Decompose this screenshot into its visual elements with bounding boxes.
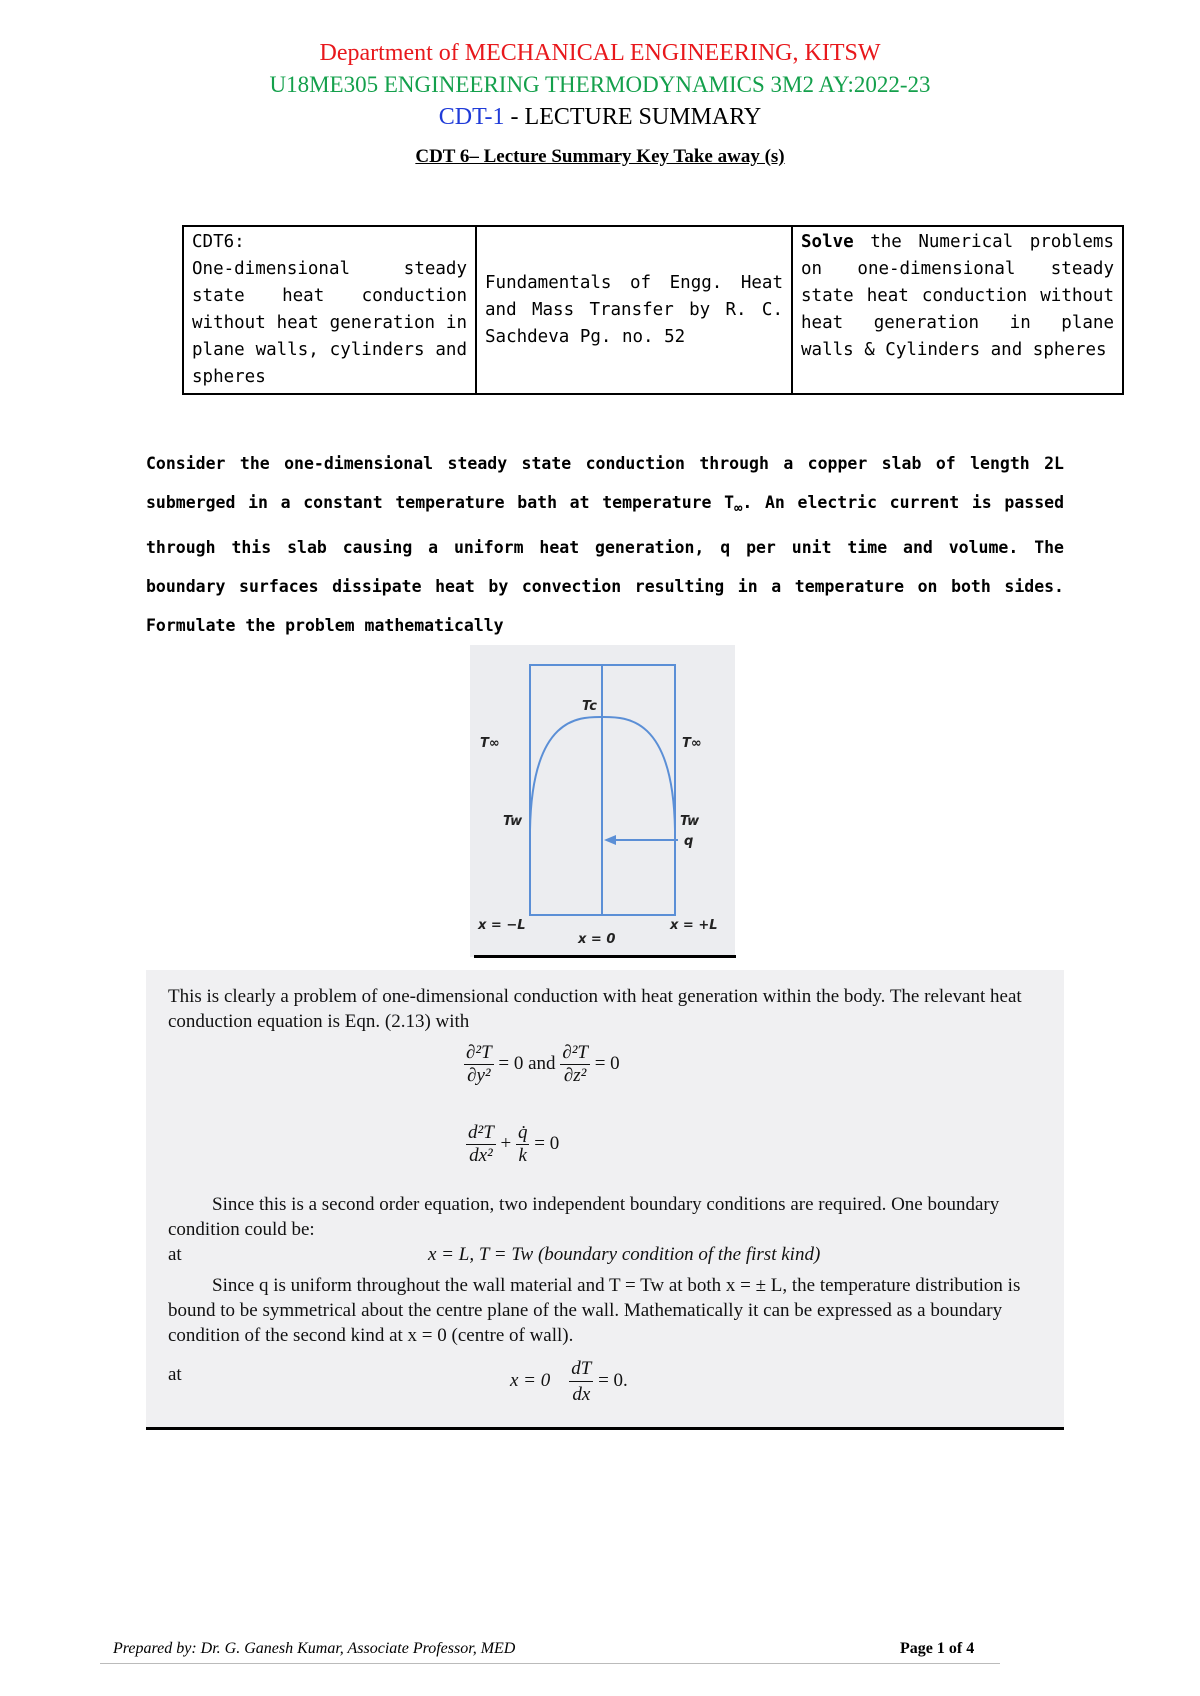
t-inf-left-label: T∞ [480,736,500,751]
x-left-label: x = −L [478,918,526,933]
objective-cell [792,226,1123,394]
problem-subscript: ∞ [734,500,743,517]
key-takeaway-subtitle: CDT 6– Lecture Summary Key Take away (s) [415,146,785,167]
objective-bold: Solve [801,232,854,252]
bc2-end: = 0. [598,1369,628,1391]
textbook-excerpt [146,970,1064,1428]
boundary-condition-1 [168,1242,1048,1267]
bc1-text: x = L, T = Tw (boundary condition of the first kind) [428,1244,821,1265]
department-title: Department of MECHANICAL ENGINEERING, KITSW [319,40,881,66]
t-inf-right-label: T∞ [682,736,702,751]
cdt-heading-rest: - LECTURE SUMMARY [504,104,762,130]
course-title: U18ME305 ENGINEERING THERMODYNAMICS 3M2 AY:2022-23 [269,72,931,97]
excerpt-paragraph-1: This is clearly a problem of one-dimensional conduction with heat generation within the body. The relevant heat conduction equation is Eqn. (2.13) with [168,986,1022,1032]
x-right-label: x = +L [670,918,718,933]
topic-cell [183,226,476,394]
eq2-numerator-2: q̇ [517,1122,528,1143]
slab-figure [470,645,735,957]
bc2-equation [510,1356,628,1407]
eq2-plus: + [500,1132,512,1154]
problem-text-end: . An electric current is passed through this slab causing a uniform heat generation, q per unit time and volume. The boundary surfaces dissipate heat by convection resulting in a temperature on both sides. Formulate the problem mathematically [146,493,1065,636]
eq1-left-denominator: ∂y² [467,1065,491,1086]
eq2-denominator-2: k [518,1145,527,1166]
topic-body: One-dimensional steady state heat conduction without heat generation in plane walls, cylinders and spheres [192,259,467,387]
eq2-end: = 0 [534,1132,560,1154]
q-arrow-head [604,835,616,845]
slab-diagram [470,645,735,957]
page-number: Page 1 of 4 [900,1640,975,1657]
bc1-at: at [168,1244,182,1265]
footer-divider [100,1663,1000,1664]
topic-title: CDT6: [192,232,245,252]
eq1-right-numerator: ∂²T [562,1042,588,1063]
cdt-label: CDT-1 [438,104,505,130]
cdt-heading [0,104,1200,131]
q-label: q [684,834,694,849]
bc2-x: x = 0 [510,1369,551,1391]
equation-partial-derivatives [464,1042,620,1087]
t-w-left-label: Tw [503,814,523,829]
boundary-condition-2 [168,1358,1048,1405]
bc2-numerator: dT [569,1356,593,1382]
equation-heat-conduction [466,1122,559,1167]
eq1-left-numerator: ∂²T [466,1042,492,1063]
excerpt-underline [146,1427,1064,1430]
summary-table [182,225,1124,395]
prepared-by: Prepared by: Dr. G. Ganesh Kumar, Associate Professor, MED [113,1640,516,1657]
t-w-right-label: Tw [680,814,700,829]
bc2-denominator: dx [572,1384,591,1405]
eq2-numerator-1: d²T [468,1122,494,1143]
excerpt-paragraph-2: Since this is a second order equation, two independent boundary conditions are required. One boundary condition could be: [168,1194,1000,1240]
bc2-at: at [168,1364,182,1385]
problem-statement [146,444,1064,645]
eq1-end: = 0 [594,1052,620,1074]
x-center-label: x = 0 [578,932,616,947]
objective-text: the Numerical problems on one-dimensional steady state heat conduction without heat generation in plane walls & Cylinders and spheres [801,232,1114,360]
excerpt-paragraph-3: Since q is uniform throughout the wall material and T = Tw at both x = ± L, the temperature distribution is bound to be symmetrical about the centre plane of the wall. Mathematically it can be expressed as a boundary condition of the second kind at x = 0 (centre of wall). [168,1275,1021,1346]
problem-text-start: Consider the one-dimensional steady state conduction through a copper slab of length 2L submerged in a constant temperature bath at temperature T [146,454,1064,512]
eq2-denominator-1: dx² [469,1145,493,1166]
reference-cell: Fundamentals of Engg. Heat and Mass Transfer by R. C. Sachdeva Pg. no. 52 [476,226,792,394]
figure-underline [474,955,736,958]
eq1-right-denominator: ∂z² [563,1065,587,1086]
t-c-label: Tc [582,699,597,714]
eq1-middle: = 0 and [498,1052,556,1074]
